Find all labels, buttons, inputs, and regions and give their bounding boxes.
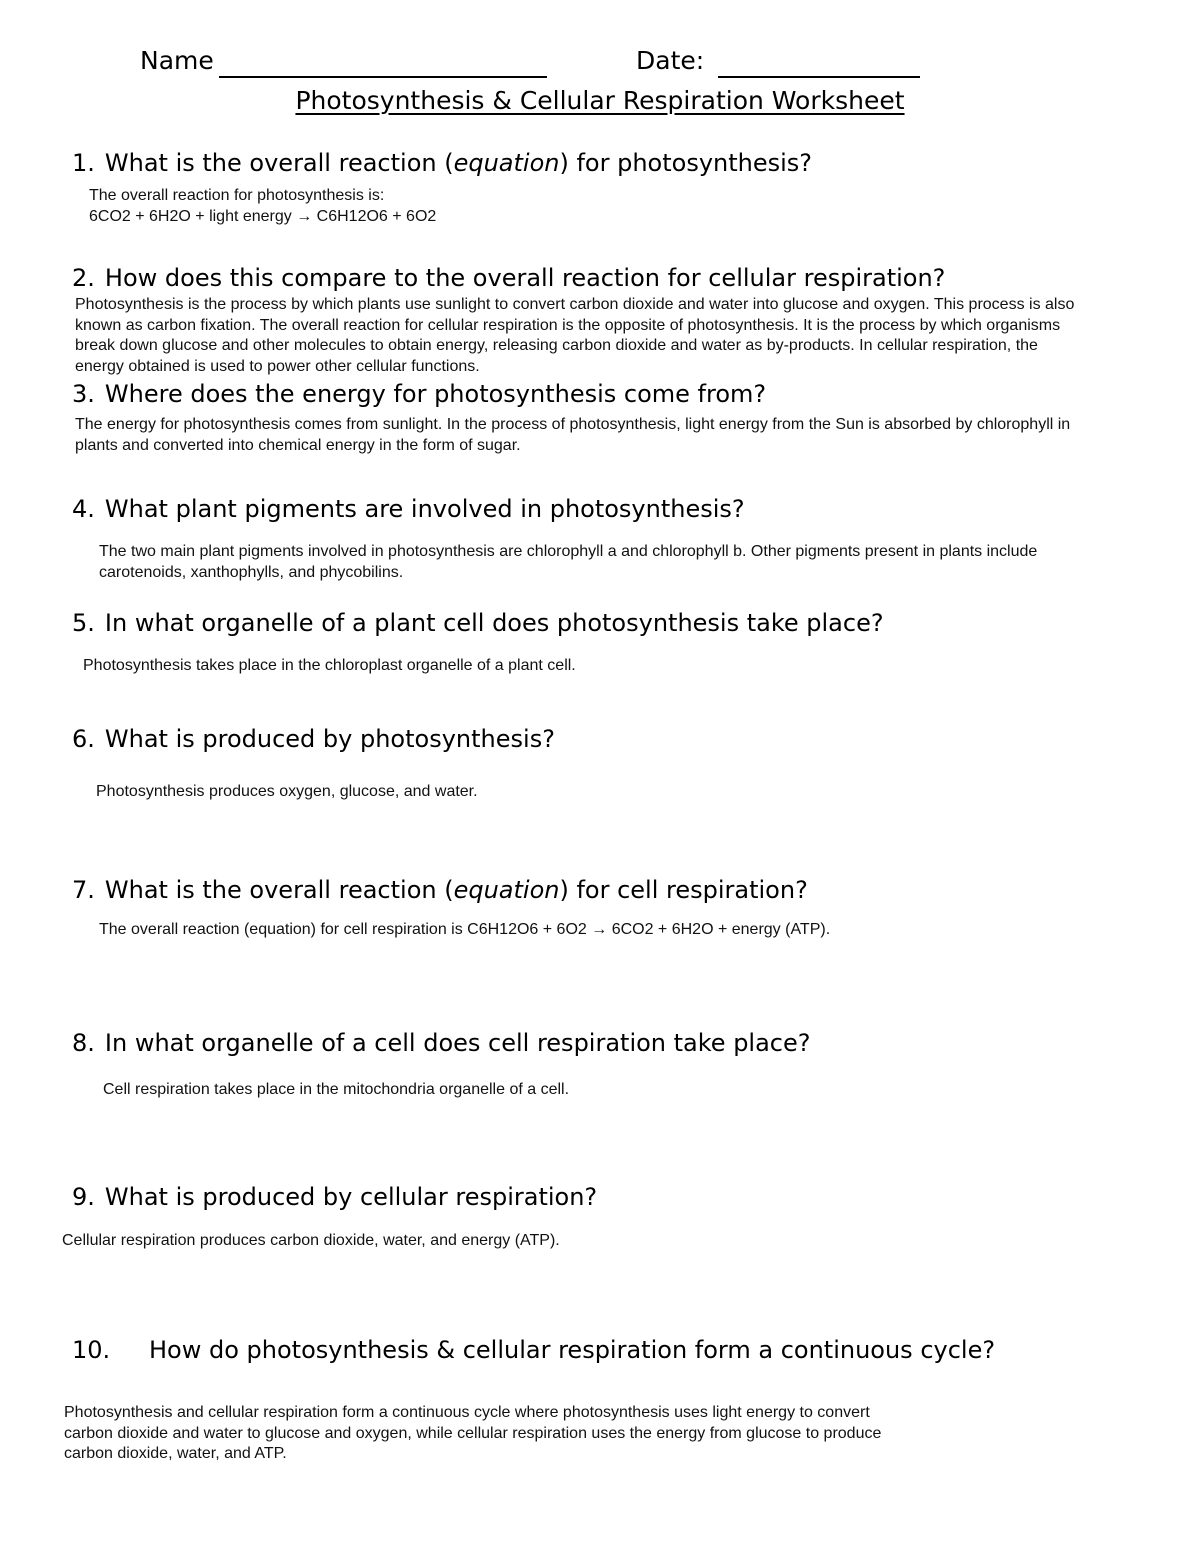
question-number: 3. (72, 380, 95, 408)
question-text: How do photosynthesis & cellular respiration form a continuous cycle? (149, 1336, 996, 1364)
answer-line: Photosynthesis and cellular respiration form a continuous cycle where photosynthesis uses light energy to convert (64, 1404, 870, 1421)
question-text-part: What is the overall reaction ( (104, 149, 454, 177)
answer-line: Photosynthesis takes place in the chloroplast organelle of a plant cell. (83, 657, 576, 674)
question-text: What is produced by photosynthesis? (104, 725, 555, 753)
question-emphasis: equation (453, 149, 560, 177)
question-text-part: What is the overall reaction ( (104, 876, 454, 904)
answer-6 (96, 782, 478, 803)
question-number: 8. (72, 1029, 95, 1057)
answer-line: Cellular respiration produces carbon dioxide, water, and energy (ATP). (62, 1232, 560, 1249)
question-text: How does this compare to the overall reaction for cellular respiration? (104, 264, 946, 292)
answer-7 (99, 920, 830, 941)
name-label: Name (140, 46, 214, 75)
answer-line: Cell respiration takes place in the mitochondria organelle of a cell. (103, 1081, 570, 1098)
question-text-part: ) for photosynthesis? (559, 149, 813, 177)
question-2 (72, 264, 945, 292)
answer-line: The overall reaction for photosynthesis is: (89, 187, 385, 204)
question-number: 10. (72, 1336, 111, 1364)
question-9 (72, 1183, 597, 1211)
question-number: 5. (72, 609, 95, 637)
question-number: 1. (72, 149, 95, 177)
answer-3 (75, 415, 1195, 456)
answer-line: plants and converted into chemical energy in the form of sugar. (75, 436, 521, 454)
question-10 (72, 1336, 995, 1364)
answer-9 (62, 1231, 560, 1252)
answer-1 (89, 186, 436, 227)
answer-10 (64, 1403, 1064, 1465)
question-text (105, 149, 812, 177)
date-label: Date: (636, 46, 705, 75)
answer-2 (75, 295, 1195, 377)
question-number: 4. (72, 495, 95, 523)
question-emphasis: equation (453, 876, 560, 904)
answer-line: carbon dioxide, water, and ATP. (64, 1445, 287, 1462)
answer-line: carotenoids, xanthophylls, and phycobilins. (99, 563, 404, 581)
answer-line: 6CO2 + 6H2O + light energy → C6H12O6 + 6O2 (89, 207, 437, 225)
question-number: 7. (72, 876, 95, 904)
answer-line: Photosynthesis is the process by which plants use sunlight to convert carbon dioxide and water into glucose and oxygen. This process is also (75, 296, 1075, 313)
question-1 (72, 149, 812, 177)
worksheet-title: Photosynthesis & Cellular Respiration Worksheet (295, 86, 905, 115)
answer-line: known as carbon fixation. The overall reaction for cellular respiration is the opposite of photosynthesis. It is the process by which organisms (75, 316, 1061, 334)
answer-line: Photosynthesis produces oxygen, glucose, and water. (96, 783, 478, 800)
name-blank-line (219, 76, 547, 78)
question-text: In what organelle of a cell does cell respiration take place? (104, 1029, 811, 1057)
question-text (105, 876, 808, 904)
answer-line: The overall reaction (equation) for cell respiration is C6H12O6 + 6O2 → 6CO2 + 6H2O + energy (ATP). (99, 921, 831, 938)
answer-8 (103, 1080, 569, 1101)
answer-line: The energy for photosynthesis comes from sunlight. In the process of photosynthesis, light energy from the Sun is absorbed by chlorophyll in (75, 416, 1071, 433)
question-4 (72, 495, 745, 523)
answer-line: The two main plant pigments involved in photosynthesis are chlorophyll a and chlorophyll b. Other pigments present in plants include (99, 543, 1038, 560)
question-6 (72, 725, 555, 753)
answer-line: carbon dioxide and water to glucose and oxygen, while cellular respiration uses the energy from glucose to produce (64, 1424, 882, 1442)
question-5 (72, 609, 884, 637)
answer-5 (83, 656, 576, 677)
question-7 (72, 876, 808, 904)
question-number: 2. (72, 264, 95, 292)
question-text: In what organelle of a plant cell does photosynthesis take place? (104, 609, 884, 637)
question-text-part: ) for cell respiration? (559, 876, 808, 904)
question-number: 6. (72, 725, 95, 753)
question-text: What plant pigments are involved in photosynthesis? (104, 495, 745, 523)
answer-line: energy obtained is used to power other cellular functions. (75, 357, 480, 375)
date-blank-line (718, 76, 920, 78)
answer-4 (99, 542, 1189, 583)
question-number: 9. (72, 1183, 95, 1211)
question-text: What is produced by cellular respiration? (104, 1183, 598, 1211)
question-text: Where does the energy for photosynthesis come from? (104, 380, 767, 408)
question-3 (72, 380, 766, 408)
answer-line: break down glucose and other molecules to obtain energy, releasing carbon dioxide and water as by-products. In cellular respiration, the (75, 337, 1038, 354)
question-8 (72, 1029, 811, 1057)
